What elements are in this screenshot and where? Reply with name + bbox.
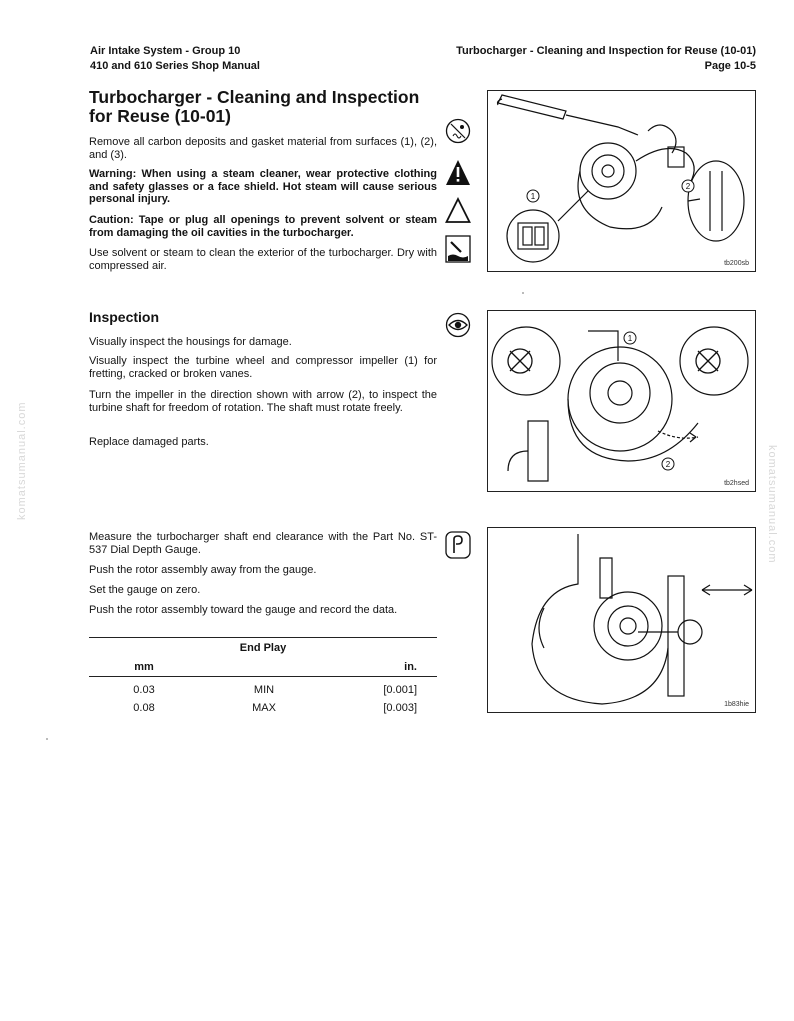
column-header-mm: mm [89,658,199,677]
header-manual-title: 410 and 610 Series Shop Manual [90,60,260,72]
watermark-right: komatsumanual.com [766,445,778,564]
figure2-callout-1: 1 [627,334,633,343]
figure-turbo-cleaning [487,90,756,272]
header-right [456,44,756,74]
set-zero-text: Set the gauge on zero. [89,584,201,596]
figure1-callout-2: 2 [685,182,691,191]
caution-triangle-icon [445,197,471,225]
table-cell: [0.001] [383,684,417,696]
table-caption: End Play [89,638,437,659]
figure2-callout-2: 2 [665,460,671,469]
inspect-eye-icon [445,312,471,338]
table-cell: 0.03 [133,684,155,696]
figure3-code: 1b83hie [724,701,749,708]
table-cell: 0.08 [133,702,155,714]
figure-end-clearance [487,527,756,713]
figure1-code: tb200sb [724,260,749,267]
figure2-code: tb2hsed [724,480,749,487]
measure-clearance-text: Measure the turbocharger shaft end clearance with the Part No. ST-537 Dial Depth Gauge. [89,531,437,556]
inspection-heading: Inspection [89,309,160,325]
header-group-title: Air Intake System - Group 10 [90,45,241,57]
header-page-number: Page 10-5 [704,60,756,72]
caution-text: Caution: Tape or plug all openings to prevent solvent or steam from damaging the oil cavities in the turbocharger. [89,214,437,239]
end-play-table [89,637,437,717]
table-header-row [89,658,437,677]
column-header-limit [199,658,329,677]
turn-impeller-text: Turn the impeller in the direction shown with arrow (2), to inspect the turbine shaft for freedom of rotation. The shaft must rotate freely. [89,389,437,414]
push-away-text: Push the rotor assembly away from the gauge. [89,564,317,576]
table-cell: [0.003] [383,702,417,714]
cleaning-instruction: Remove all carbon deposits and gasket material from surfaces (1), (2), and (3). [89,136,437,161]
table-row [89,677,437,700]
header-section-title: Turbocharger - Cleaning and Inspection for Reuse (10-01) [456,45,756,57]
inspect-housings-text: Visually inspect the housings for damage. [89,336,292,348]
table-caption-row [89,638,437,659]
steam-clean-icon [445,118,471,144]
column-header-in: in. [329,658,437,677]
header-left [90,44,260,74]
table-cell: MAX [252,702,276,714]
page-title: Turbocharger - Cleaning and Inspection for Reuse (10-01) [89,87,420,126]
warning-text: Warning: When using a steam cleaner, wear protective clothing and safety glasses or a face shield. Hot steam will cause serious personal injury. [89,168,437,205]
scan-speck [522,292,524,294]
watermark-left: komatsumanual.com [16,401,28,520]
warning-triangle-filled-icon [445,158,471,188]
solvent-instruction: Use solvent or steam to clean the exterior of the turbocharger. Dry with compressed air. [89,247,437,272]
replace-parts-text: Replace damaged parts. [89,436,209,448]
push-toward-text: Push the rotor assembly toward the gauge and record the data. [89,604,398,616]
figure-turbo-inspection [487,310,756,492]
table-row [89,699,437,717]
table-cell: MIN [253,684,275,696]
scan-speck [46,738,48,740]
solvent-icon [445,235,471,263]
inspect-wheel-text: Visually inspect the turbine wheel and compressor impeller (1) for fretting, cracked or broken vanes. [89,355,437,380]
figure1-callout-1: 1 [530,192,536,201]
measure-tool-icon [445,530,471,560]
